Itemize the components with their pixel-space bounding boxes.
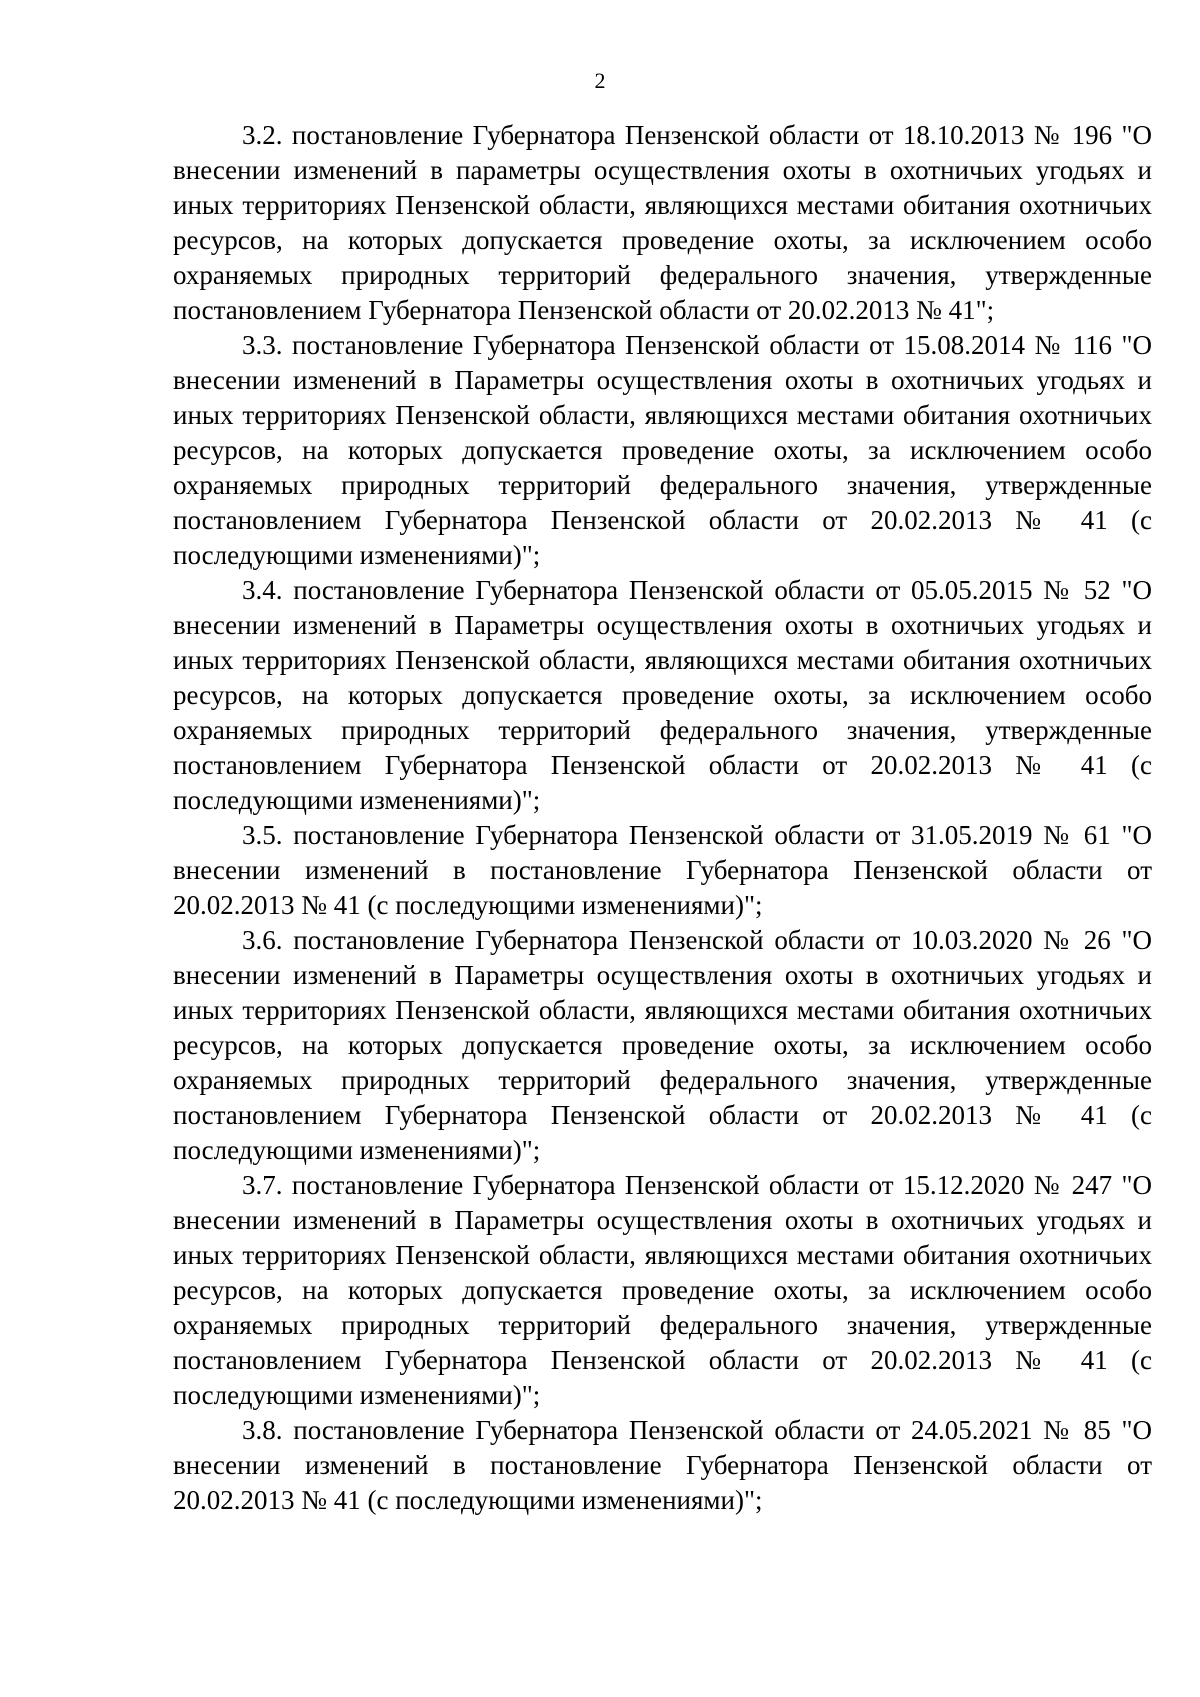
paragraph-3-5: 3.5. постановление Губернатора Пензенской области от 31.05.2019 № 61 "О внесении изменений в постановление Губернатора Пензенской области от 20.02.2013 № 41 (с последующими изменениями)"; <box>173 820 1152 920</box>
paragraph-3-3: 3.3. постановление Губернатора Пензенской области от 15.08.2014 № 116 "О внесении изменений в Параметры осуществления охоты в охотничьих угодьях и иных территориях Пензенской области, являющихся местами обитания охотничьих ресурсов, на которых допускается проведение охоты, за исключением особо охраняемых природных территорий федерального значения, утвержденные постановлением Губернатора Пензенской области от 20.02.2013 № 41 (с последующими изменениями)"; <box>173 330 1152 570</box>
paragraph-3-7: 3.7. постановление Губернатора Пензенской области от 15.12.2020 № 247 "О внесении изменений в Параметры осуществления охоты в охотничьих угодьях и иных территориях Пензенской области, являющихся местами обитания охотничьих ресурсов, на которых допускается проведение охоты, за исключением особо охраняемых природных территорий федерального значения, утвержденные постановлением Губернатора Пензенской области от 20.02.2013 № 41 (с последующими изменениями)"; <box>173 1170 1152 1410</box>
page-number: 2 <box>594 68 606 93</box>
paragraph-3-8: 3.8. постановление Губернатора Пензенской области от 24.05.2021 № 85 "О внесении изменений в постановление Губернатора Пензенской области от 20.02.2013 № 41 (с последующими изменениями)"; <box>173 1415 1152 1515</box>
paragraph-3-4: 3.4. постановление Губернатора Пензенской области от 05.05.2015 № 52 "О внесении изменений в Параметры осуществления охоты в охотничьих угодьях и иных территориях Пензенской области, являющихся местами обитания охотничьих ресурсов, на которых допускается проведение охоты, за исключением особо охраняемых природных территорий федерального значения, утвержденные постановлением Губернатора Пензенской области от 20.02.2013 № 41 (с последующими изменениями)"; <box>173 575 1152 815</box>
paragraph-3-2: 3.2. постановление Губернатора Пензенской области от 18.10.2013 № 196 "О внесении изменений в параметры осуществления охоты в охотничьих угодьях и иных территориях Пензенской области, являющихся местами обитания охотничьих ресурсов, на которых допускается проведение охоты, за исключением особо охраняемых природных территорий федерального значения, утвержденные постановлением Губернатора Пензенской области от 20.02.2013 № 41"; <box>173 120 1152 325</box>
paragraph-3-6: 3.6. постановление Губернатора Пензенской области от 10.03.2020 № 26 "О внесении изменений в Параметры осуществления охоты в охотничьих угодьях и иных территориях Пензенской области, являющихся местами обитания охотничьих ресурсов, на которых допускается проведение охоты, за исключением особо охраняемых природных территорий федерального значения, утвержденные постановлением Губернатора Пензенской области от 20.02.2013 № 41 (с последующими изменениями)"; <box>173 925 1152 1165</box>
document-body <box>173 118 1152 1518</box>
